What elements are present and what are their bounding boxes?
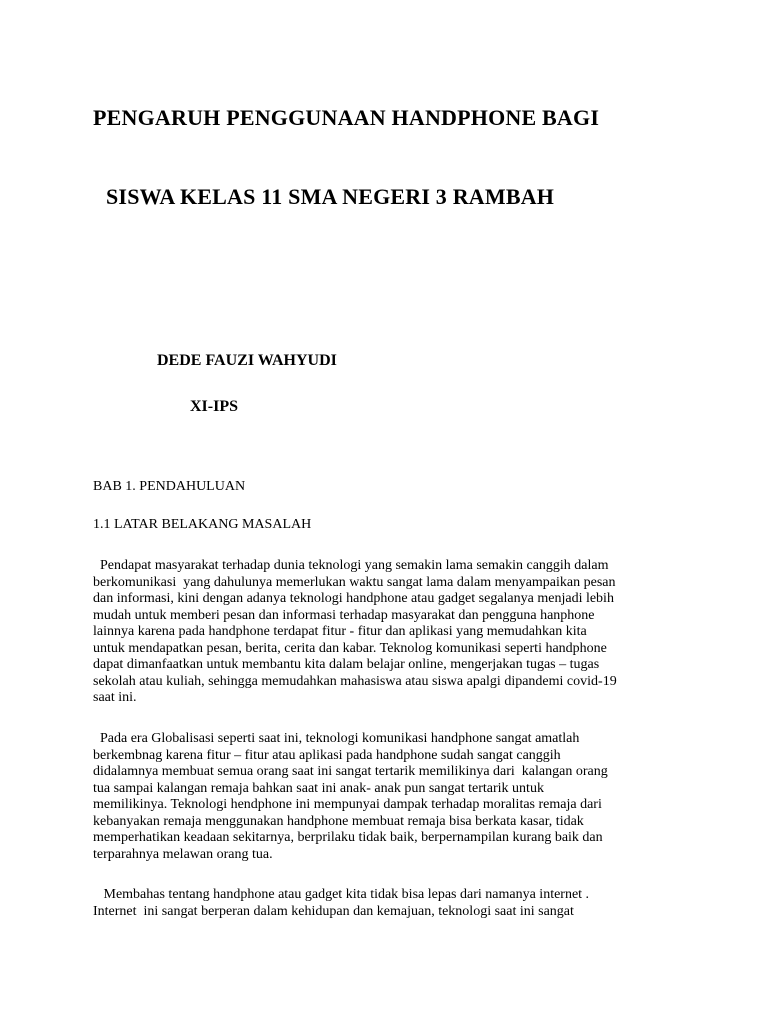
paragraph-1: Pendapat masyarakat terhadap dunia teknologi yang semakin lama semakin canggih dalam berkomunikasi yang dahulunya memerlukan waktu sangat lama dalam menyampaikan pesan dan informasi, kini dengan adanya teknologi handphone atau gadget segalanya menjadi lebih mudah untuk memberi pesan dan informasi terhadap masyarakat dan pengguna hanphone lainnya karena pada handphone terdapat fitur - fitur dan aplikasi yang memudahkan kita untuk mendapatkan pesan, berita, cerita dan kabar. Teknolog komunikasi seperti handphone dapat dimanfaatkan untuk membantu kita dalam belajar online, mengerjakan tugas – tugas sekolah atau kuliah, sehingga memudahkan mahasiswa atau siswa apalgi dipandemi covid-19 saat ini. bbox=[93, 558, 617, 705]
document-subtitle: SISWA KELAS 11 SMA NEGERI 3 RAMBAH bbox=[106, 184, 555, 209]
paragraph-2: Pada era Globalisasi seperti saat ini, teknologi komunikasi handphone sangat amatlah berkembnag karena fitur – fitur atau aplikasi pada handphone sudah sangat canggih didalamnya membuat semua orang saat ini sangat tertarik memilikinya dari kalangan orang tua sampai kalangan remaja bahkan saat ini anak- anak pun sangat tertarik untuk memilikinya. Teknologi hendphone ini mempunyai dampak terhadap moralitas remaja dari kebanyakan remaja menggunakan handphone membuat remaja bisa berkata kasar, tidak memperhatikan keadaan sekitarnya, berprilaku tidak baik, berpernampilan kurang baik dan terparahnya melawan orang tua. bbox=[93, 731, 608, 862]
chapter-heading: BAB 1. PENDAHULUAN bbox=[93, 479, 246, 494]
document-title: PENGARUH PENGGUNAAN HANDPHONE BAGI bbox=[93, 105, 600, 130]
author-name: DEDE FAUZI WAHYUDI bbox=[157, 352, 337, 369]
paragraph-3: Membahas tentang handphone atau gadget kita tidak bisa lepas dari namanya internet . Internet ini sangat berperan dalam kehidupan dan kemajuan, teknologi saat ini sangat bbox=[93, 887, 590, 919]
class-label: XI-IPS bbox=[190, 398, 239, 415]
section-heading: 1.1 LATAR BELAKANG MASALAH bbox=[93, 517, 312, 532]
